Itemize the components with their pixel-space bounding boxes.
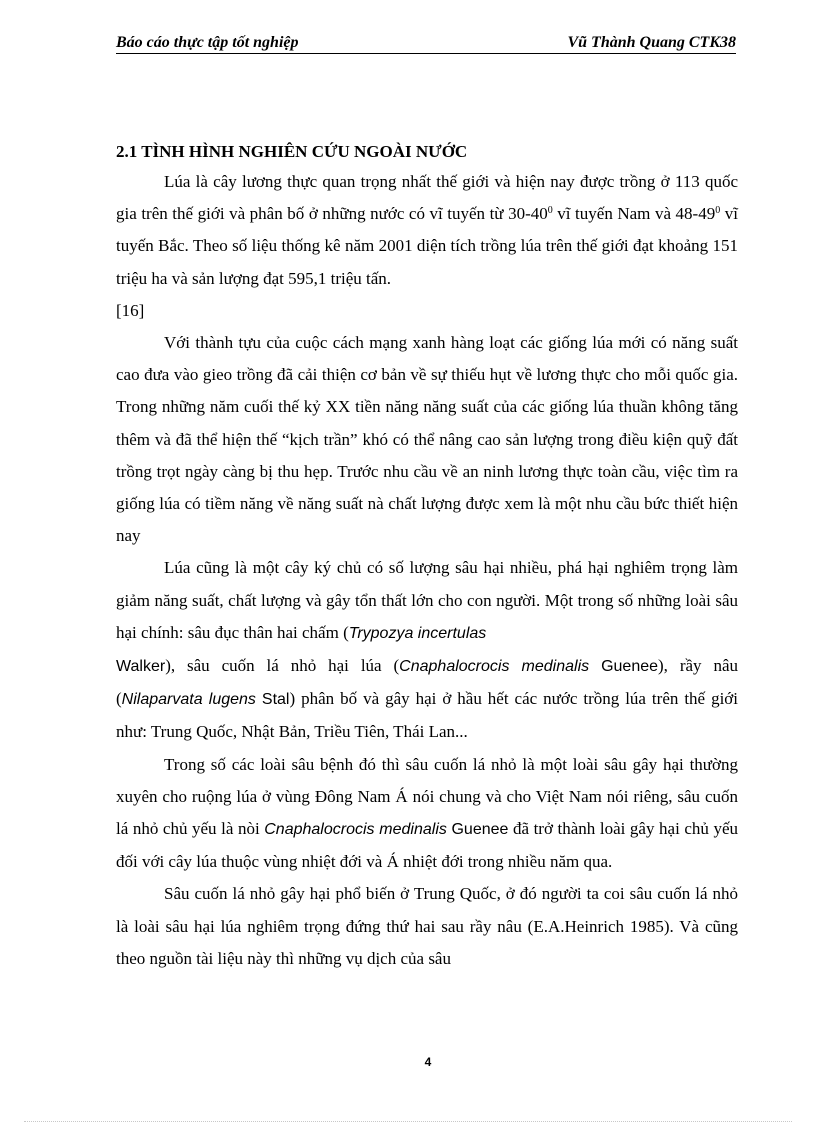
species-author: Guenee bbox=[451, 821, 509, 839]
species-author: Stal bbox=[261, 691, 290, 709]
paragraph-1 bbox=[116, 166, 738, 295]
paragraph-4-text-a: Trong số các loài sâu bệnh đó thì sâu cuốn lá nhỏ là một loài sâu gây hại thường xuyên cho ruộng lúa ở vùng Đông Nam Á nói chung và cho Việt Nam nói riêng, sâu cuốn lá nhỏ chủ yếu là nòi bbox=[116, 754, 738, 839]
species-author: Walker bbox=[116, 658, 166, 676]
paragraph-4-text-b: đã trở thành loài gây hại chủ yếu đối với cây lúa thuộc vùng nhiệt đới và Á nhiệt đới trong nhiều năm qua. bbox=[116, 819, 739, 872]
page-number: 4 bbox=[424, 1055, 432, 1069]
species-author: Guenee bbox=[601, 658, 659, 676]
paragraph-3 bbox=[116, 552, 738, 748]
degree-superscript: 0 bbox=[547, 205, 553, 217]
paragraph-4 bbox=[116, 749, 738, 879]
species-name: Cnaphalocrocis medinalis bbox=[399, 658, 590, 676]
paragraph-1-text-a: Lúa là cây lương thực quan trọng nhất thế giới và hiện nay được trồng ở 113 quốc gia trên thế giới và phân bố ở những nước có vĩ tuyến từ 30-40 bbox=[116, 172, 738, 224]
citation: [16] bbox=[116, 300, 145, 320]
section-heading: 2.1 TÌNH HÌNH NGHIÊN CỨU NGOÀI NƯỚC bbox=[116, 142, 468, 161]
header-report-title: Báo cáo thực tập tốt nghiệp bbox=[116, 34, 299, 51]
body-text bbox=[116, 166, 738, 975]
paragraph-2: Với thành tựu của cuộc cách mạng xanh hàng loạt các giống lúa mới có năng suất cao đưa vào gieo trồng đã cải thiện cơ bản về sự thiếu hụt về lương thực cho mỗi quốc gia. Trong những năm cuối thế kỷ XX tiền năng năng suất của các giống lúa thuần không tăng thêm và đã thể hiện thế “kịch trần” khó có thể nâng cao sản lượng trong điều kiện quỹ đất trồng trọt ngày càng bị thu hẹp. Trước nhu cầu về an ninh lương thực toàn cầu, việc tìm ra giống lúa có tiềm năng về năng suất nà chất lượng được xem là một nhu cầu bức thiết hiện nay bbox=[116, 333, 738, 546]
paragraph-3-text-c: ), rầy nâu ( bbox=[116, 656, 739, 709]
paragraph-3-text-b: ), sâu cuốn lá nhỏ hại lúa ( bbox=[165, 656, 400, 676]
page-header bbox=[116, 30, 736, 54]
paragraph-5: Sâu cuốn lá nhỏ gây hại phổ biến ở Trung Quốc, ở đó người ta coi sâu cuốn lá nhỏ là loài sâu hại lúa nghiêm trọng đứng thứ hai sau rầy nâu (E.A.Heinrich 1985). Và cũng theo nguồn tài liệu này thì những vụ dịch của sâu bbox=[116, 884, 738, 968]
paragraph-3-text-a: Lúa cũng là một cây ký chủ có số lượng sâu hại nhiều, phá hại nghiêm trọng làm giảm năng suất, chất lượng và gây tổn thất lớn cho con người. Một trong số những loài sâu hại chính: sâu đục thân hai chấm ( bbox=[116, 558, 738, 642]
species-name: Cnaphalocrocis medinalis bbox=[264, 821, 447, 839]
paragraph-1-text-c: vĩ tuyến Bắc. Theo số liệu thống kê năm 2001 diện tích trồng lúa trên thế giới đạt khoảng 151 triệu ha và sản lượng đạt 595,1 triệu tấn. bbox=[116, 204, 738, 288]
paragraph-3-text-d: ) phân bố và gây hại ở hầu hết các nước trồng lúa trên thế giới như: Trung Quốc, Nhật Bản, Triều Tiên, Thái Lan... bbox=[116, 689, 739, 742]
paragraph-1-text-b: vĩ tuyến Nam và 48-49 bbox=[552, 204, 716, 224]
page-bottom-divider bbox=[24, 1121, 792, 1122]
species-name: Trypozya incertulas bbox=[348, 624, 487, 642]
degree-superscript: 0 bbox=[715, 205, 721, 217]
species-name: Nilaparvata lugens bbox=[121, 691, 256, 709]
header-author: Vũ Thành Quang CTK38 bbox=[567, 34, 736, 51]
